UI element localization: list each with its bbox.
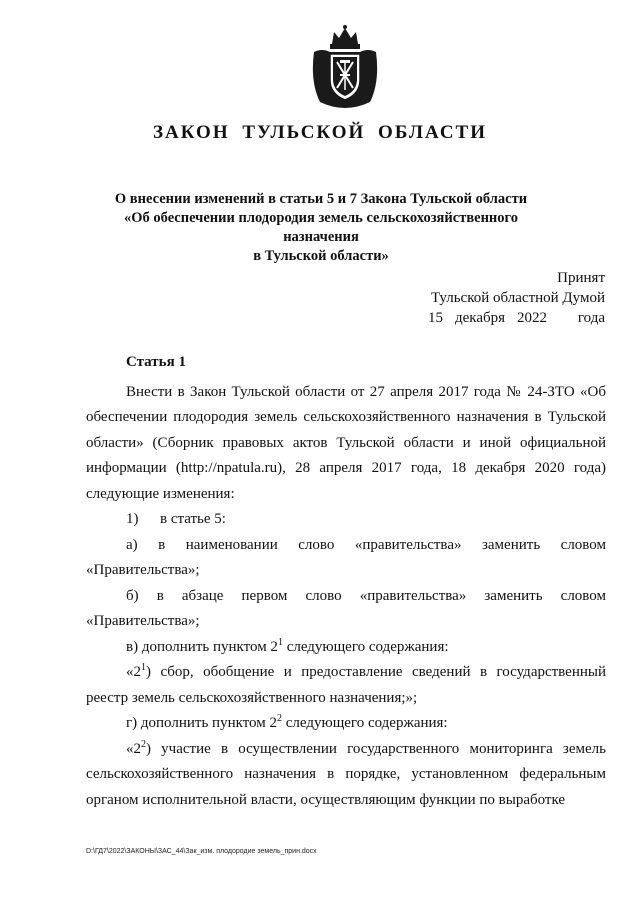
law-body [86,350,606,813]
document-title [90,190,552,266]
item-text: г) дополнить пунктом 2 [126,715,278,731]
article-heading: Статья 1 [126,354,186,370]
quote-open: «2 [126,740,141,757]
law-title: ЗАКОН ТУЛЬСКОЙ ОБЛАСТИ [152,122,488,143]
quote-open: «2 [126,664,141,680]
list-item-continuation: «Правительства»; [86,562,200,578]
list-item [86,507,606,533]
document-title-line: в Тульской области» [253,248,389,264]
adopted-by: Тульской областной Думой [430,290,605,306]
item-text: в статье 5: [160,511,226,527]
adoption-block [420,268,605,328]
list-item [86,711,606,737]
list-item: б) в абзаце первом слово «правительства» заменить словом [126,587,606,604]
adoption-year-word: года [577,310,605,326]
item-text: следующего содержания: [282,715,448,731]
document-title-line: «Об обеспечении плодородия земель сельскохозяйственного назначения [123,210,519,245]
article-intro: Внести в Закон Тульской области от 27 апреля 2017 года № 24-ЗТО «Об обеспечении плодородия земель сельскохозяйственного назначения в Тульской области» (Сборник правовых актов Тульской области и иной официальной информации (http://npatula.ru), 28 апреля 2017 года, 18 декабря 2020 года) следующие изменения: [86,383,606,502]
quote-text: ) сбор, обобщение и предоставление сведений в государственный реестр земель сельскохозяйственного назначения;»; [86,664,606,706]
item-text: следующего содержания: [282,638,449,655]
list-item-continuation: «Правительства»; [86,613,200,629]
tula-coat-of-arms-icon [308,22,382,112]
document-title-line: О внесении изменений в статьи 5 и 7 Закона Тульской области [114,191,528,207]
list-item [86,635,606,661]
quote-text: ) участие в осуществлении государственного мониторинга земель сельскохозяйственного назначения в порядке, установленном федеральным органом исполнительной власти, осуществляющим функции по выработке [86,740,606,808]
adoption-year: 2022 [517,310,548,326]
superscript: 2 [141,738,146,750]
item-text: в) дополнить пунктом 2 [126,638,278,655]
adoption-month: декабря [455,310,506,326]
superscript: 2 [277,713,283,724]
superscript: 1 [141,662,146,673]
list-item: а) в наименовании слово «правительства» заменить словом [126,536,606,553]
quoted-provision [86,660,606,711]
superscript: 1 [277,636,283,648]
adoption-date [420,308,605,328]
adopted-label: Принят [557,270,605,286]
file-path-footer: D:\ГД7\2022\ЗАКОНЫ\ЗАС_44\Зак_изм. плодородие земель_прин.docx [86,848,317,855]
adoption-day: 15 [428,310,443,326]
item-number: 1) [126,511,139,527]
quoted-provision [86,737,606,814]
